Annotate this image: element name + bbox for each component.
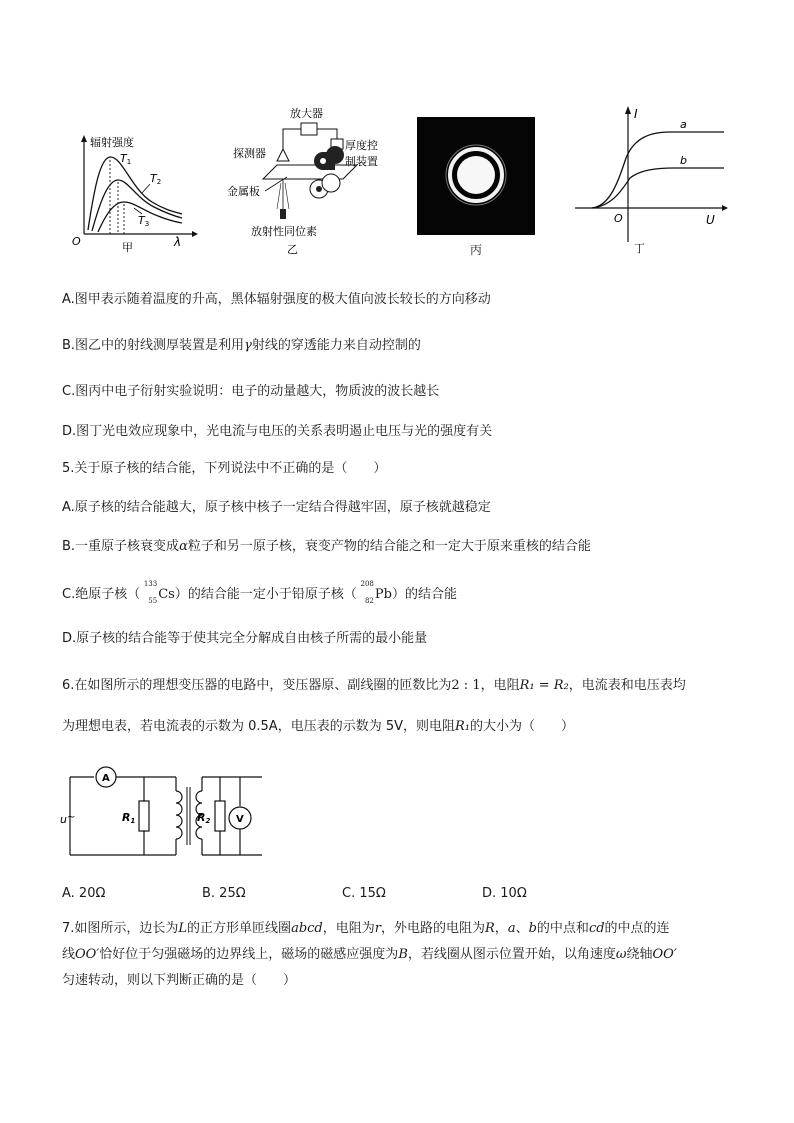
q5-option-a: A.原子核的结合能越大，原子核中核子一定结合得越牢固，原子核就越稳定	[62, 500, 491, 515]
q7-b: b	[528, 921, 537, 936]
q7-cd: cd	[588, 921, 605, 936]
jia-t1-letter: T	[120, 152, 127, 165]
q7-l1-a: 的正方形单匝线圈	[187, 921, 292, 936]
jia-ylabel: 辐射强度	[90, 136, 134, 149]
figure-ding-photoelectric	[570, 102, 730, 257]
q6-l2-post: 的大小为（ ）	[470, 719, 575, 734]
q5-c-mid: ）的结合能一定小于铅原子核（	[174, 587, 357, 602]
q5-option-c	[62, 580, 457, 605]
ding-curve-b: b	[680, 154, 687, 167]
circuit-source-u: u	[60, 813, 67, 826]
bing-caption: 丙	[470, 243, 483, 257]
q7-l2-a: 恰好位于匀强磁场的边界线上，磁场的磁感应强度为	[99, 947, 399, 962]
yi-detector-label: 探测器	[233, 147, 266, 160]
q4-option-b	[62, 337, 421, 355]
q6-l1-post: ，电流表和电压表均	[568, 678, 686, 693]
q7-l1-b: ，电阻为	[322, 921, 375, 936]
q4-b-pre: B.图乙中的射线测厚装置是利用	[62, 338, 245, 353]
q7-B: B	[398, 947, 408, 962]
figure-jia-blackbody	[70, 130, 200, 255]
circuit-r2-letter: R	[197, 811, 206, 824]
jia-t2-sub: 2	[156, 178, 162, 186]
q5-c-post: ）的结合能	[391, 587, 457, 602]
q4-option-a: A.图甲表示随着温度的升高，黑体辐射强度的极大值向波长较长的方向移动	[62, 292, 491, 307]
q7-r: r	[374, 921, 381, 936]
yi-amplifier-label: 放大器	[290, 107, 323, 120]
q7-l2-c: 绕轴	[626, 947, 653, 962]
q7-abcd: abcd	[291, 921, 323, 936]
q4-option-c: C.图丙中电子衍射实验说明：电子的动量越大，物质波的波长越长	[62, 384, 440, 399]
q6-ratio: 2 : 1	[451, 678, 481, 693]
circuit-r1-label	[122, 811, 135, 825]
jia-origin: O	[72, 235, 81, 248]
q7-a: a	[507, 921, 516, 936]
jia-caption: 甲	[122, 241, 133, 254]
figure-bing-diffraction	[417, 117, 535, 235]
cs-mass-number: 133	[143, 580, 158, 588]
q6-option-d: D. 10Ω	[482, 886, 527, 901]
q5-option-b	[62, 538, 591, 556]
circuit-r1-sub: 1	[130, 817, 136, 825]
q7-l1-f: 的中点和	[536, 921, 589, 936]
q7-R: R	[485, 921, 495, 936]
figure-yi-thickness-gauge	[225, 105, 395, 260]
q7-l2-b: ，若线圈从图示位置开始，以角速度	[407, 947, 616, 962]
circuit-r1-letter: R	[122, 811, 131, 824]
q6-stem-line1	[62, 677, 686, 695]
q5-stem: 5.关于原子核的结合能，下列说法中不正确的是（ ）	[62, 461, 387, 476]
q4-b-post: 射线的穿透能力来自动控制的	[251, 338, 421, 353]
q7-l1-e: 、	[515, 921, 529, 936]
cs-atomic-number: 55	[148, 597, 158, 605]
q4-option-d: D.图丁光电效应现象中，光电流与电压的关系表明遏止电压与光的强度有关	[62, 424, 493, 439]
q7-stem-line2	[62, 946, 677, 964]
pb-atomic-number: 82	[364, 597, 374, 605]
q6-circuit-diagram	[62, 765, 272, 865]
q4-b-symbol: γ	[244, 338, 252, 353]
q6-stem-line2	[62, 718, 574, 736]
circuit-voltmeter-label: V	[236, 814, 244, 825]
jia-xlabel: λ	[174, 235, 182, 249]
bing-rings	[417, 117, 535, 235]
q5-b-pre: B.一重原子核衰变成	[62, 539, 180, 554]
q7-omega: ω	[615, 947, 627, 962]
q7-l1-g: 的中点的连	[604, 921, 670, 936]
q6-option-b: B. 25Ω	[202, 886, 246, 901]
q7-oo2: OO′	[652, 947, 677, 962]
cs-symbol: Cs	[158, 587, 175, 602]
circuit-r2-label	[197, 811, 210, 825]
q7-L: L	[178, 921, 188, 936]
q7-stem-line3: 匀速转动，则以下判断正确的是（ ）	[62, 973, 297, 988]
ding-curve-a: a	[680, 118, 687, 131]
ding-caption: 丁	[634, 242, 645, 255]
yi-caption: 乙	[287, 243, 298, 256]
yi-control-label-2: 制装置	[345, 155, 378, 168]
pb-mass-number: 208	[360, 580, 374, 588]
q6-option-a: A. 20Ω	[62, 886, 106, 901]
q5-c-pre: C.绝原子核（	[62, 587, 141, 602]
jia-t3-sub: 3	[144, 220, 150, 228]
jia-t3	[138, 214, 149, 228]
q7-l1-pre: 7.如图所示，边长为	[62, 921, 179, 936]
ding-xlabel: U	[706, 213, 715, 227]
circuit-r2-sub: 2	[205, 817, 211, 825]
yi-source-label: 放射性同位素	[251, 225, 317, 238]
q6-r1: R₁	[455, 719, 470, 734]
jia-t2	[150, 172, 161, 186]
q7-l2-pre: 线	[62, 947, 76, 962]
q5-option-d: D.原子核的结合能等于使其完全分解成自由核子所需的最小能量	[62, 631, 428, 646]
jia-t2-letter: T	[150, 172, 157, 185]
circuit-source-sym: ~	[66, 812, 76, 823]
cs-nuclide-index	[140, 580, 158, 605]
q6-option-c: C. 15Ω	[342, 886, 386, 901]
q7-oo: OO′	[75, 947, 100, 962]
circuit-source-label	[60, 812, 75, 826]
jia-t3-letter: T	[138, 214, 145, 227]
yi-control-label-1: 厚度控	[345, 139, 378, 152]
pb-symbol: Pb	[374, 587, 392, 602]
q7-stem-line1	[62, 920, 670, 938]
q5-b-post: 粒子和另一原子核，衰变产物的结合能之和一定大于原来重核的结合能	[187, 539, 591, 554]
circuit-ammeter-label: A	[102, 773, 110, 784]
jia-t1-sub: 1	[126, 158, 132, 166]
q6-resistor-eq: R₁ = R₂	[519, 678, 569, 693]
pb-nuclide-index	[357, 580, 375, 605]
q6-l1-mid: ，电阻	[480, 678, 520, 693]
ding-ylabel: I	[634, 107, 638, 121]
q5-b-symbol: α	[179, 539, 188, 554]
jia-t1	[120, 152, 131, 166]
q6-l1-pre: 6.在如图所示的理想变压器的电路中，变压器原、副线圈的匝数比为	[62, 678, 452, 693]
yi-plate-label: 金属板	[227, 185, 260, 198]
q6-l2-pre: 为理想电表，若电流表的示数为 0.5A，电压表的示数为 5V，则电阻	[62, 719, 455, 734]
q7-l1-c: ，外电路的电阻为	[380, 921, 485, 936]
ding-origin: O	[614, 212, 623, 225]
q7-l1-d: ，	[494, 921, 508, 936]
